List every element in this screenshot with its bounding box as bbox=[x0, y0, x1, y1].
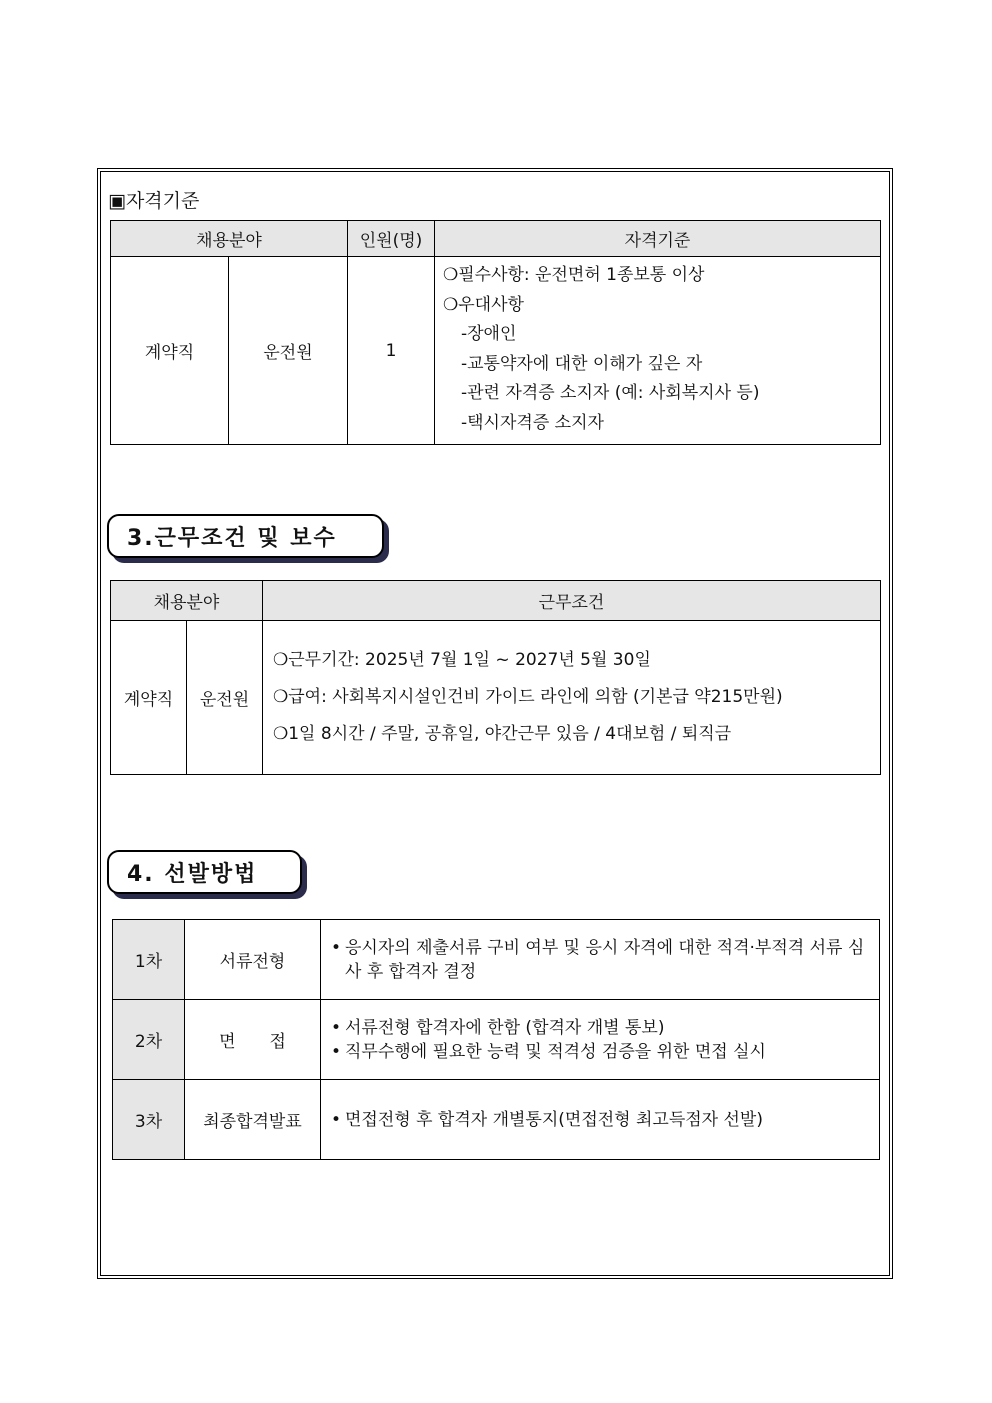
criteria-item: -교통약자에 대한 이해가 깊은 자 bbox=[461, 353, 703, 374]
condition-item: ❍급여: 사회복지시설인건비 가이드 라인에 의함 (기본급 약215만원) bbox=[273, 687, 783, 707]
qualification-table bbox=[110, 220, 881, 445]
header-criteria: 자격기준 bbox=[435, 221, 881, 257]
stage-number: 2차 bbox=[113, 1000, 185, 1080]
job-type: 계약직 bbox=[111, 257, 229, 445]
stage-number: 3차 bbox=[113, 1080, 185, 1160]
criteria-item: -관련 자격증 소지자 (예: 사회복지사 등) bbox=[461, 383, 760, 403]
stage-detail-item: • 직무수행에 필요한 능력 및 적격성 검증을 위한 면접 실시 bbox=[345, 1040, 871, 1064]
header-conditions: 근무조건 bbox=[263, 581, 881, 621]
job-type: 계약직 bbox=[111, 621, 187, 775]
stage-name: 최종합격발표 bbox=[185, 1080, 321, 1160]
condition-item: ❍근무기간: 2025년 7월 1일 ~ 2027년 5월 30일 bbox=[273, 650, 651, 670]
qualification-label: ▣자격기준 bbox=[108, 190, 200, 212]
section3-heading: 3.근무조건 및 보수 bbox=[107, 514, 384, 558]
criteria-item: ❍필수사항: 운전면허 1종보통 이상 bbox=[443, 265, 705, 285]
stage-detail-item: • 서류전형 합격자에 한함 (합격자 개별 통보) bbox=[345, 1016, 871, 1040]
conditions-cell bbox=[263, 621, 881, 775]
stage-details bbox=[321, 1000, 880, 1080]
conditions-table bbox=[110, 580, 881, 775]
stage-name: 면 접 bbox=[185, 1000, 321, 1080]
job-count: 1 bbox=[348, 257, 435, 445]
stage-detail-item: • 면접전형 후 합격자 개별통지(면접전형 최고득점자 선발) bbox=[345, 1108, 871, 1132]
header-field: 채용분야 bbox=[111, 221, 348, 257]
stage-name: 서류전형 bbox=[185, 920, 321, 1000]
stage-details bbox=[321, 920, 880, 1000]
header-field: 채용분야 bbox=[111, 581, 263, 621]
stage-details bbox=[321, 1080, 880, 1160]
selection-table bbox=[112, 919, 880, 1160]
criteria-cell bbox=[435, 257, 881, 445]
stage-detail-item: • 응시자의 제출서류 구비 여부 및 응시 자격에 대한 적격·부적격 서류 심사 후 합격자 결정 bbox=[345, 936, 871, 984]
criteria-item: -택시자격증 소지자 bbox=[461, 412, 604, 433]
job-position: 운전원 bbox=[187, 621, 263, 775]
header-count: 인원(명) bbox=[348, 221, 435, 257]
condition-item: ❍1일 8시간 / 주말, 공휴일, 야간근무 있음 / 4대보험 / 퇴직금 bbox=[273, 724, 732, 744]
criteria-item: ❍우대사항 bbox=[443, 294, 524, 315]
stage-number: 1차 bbox=[113, 920, 185, 1000]
section4-heading: 4. 선발방법 bbox=[107, 850, 302, 894]
criteria-item: -장애인 bbox=[461, 324, 517, 344]
job-position: 운전원 bbox=[229, 257, 348, 445]
